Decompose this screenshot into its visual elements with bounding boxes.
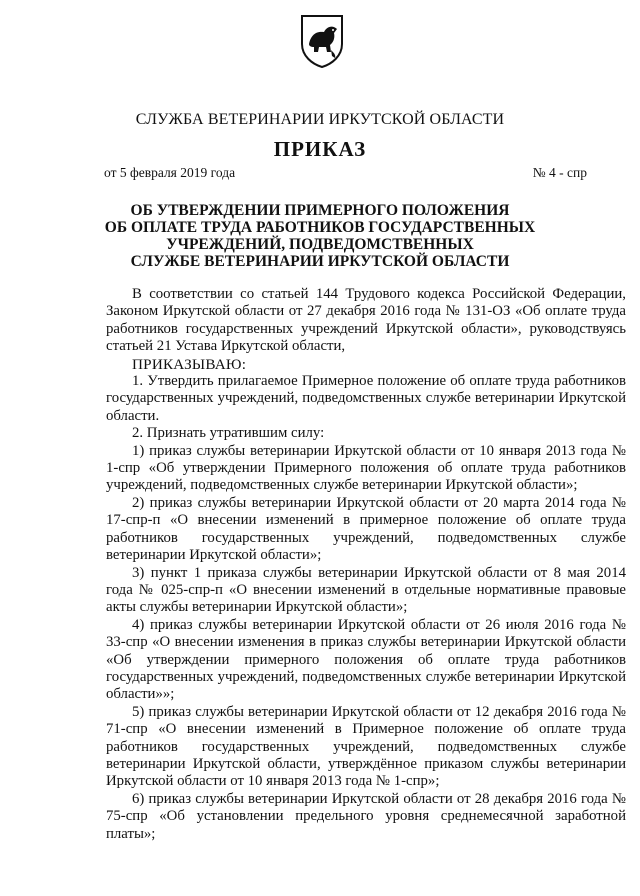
title-line: ОБ ОПЛАТЕ ТРУДА РАБОТНИКОВ ГОСУДАРСТВЕННЫХ <box>104 219 536 236</box>
document-type: ПРИКАЗ <box>273 137 367 161</box>
item-paragraph: 1. Утвердить прилагаемое Примерное положение об оплате труда работников государственных учреждений, подведомственных службе ветеринарии Иркутской области. <box>106 373 626 424</box>
order-title <box>60 202 580 270</box>
order-number: № 4 - спр <box>532 165 587 180</box>
title-line: УЧРЕЖДЕНИЙ, ПОДВЕДОМСТВЕННЫХ <box>166 236 474 253</box>
agency-name: СЛУЖБА ВЕТЕРИНАРИИ ИРКУТСКОЙ ОБЛАСТИ <box>135 111 505 128</box>
irkutsk-coat-of-arms-icon <box>300 14 344 68</box>
title-line: СЛУЖБЕ ВЕТЕРИНАРИИ ИРКУТСКОЙ ОБЛАСТИ <box>130 253 510 270</box>
subitem-paragraph: 6) приказ службы ветеринарии Иркутской области от 28 декабря 2016 года № 75-спр «Об установлении предельного уровня среднемесячной заработной платы»; <box>106 790 626 842</box>
order-keyword: ПРИКАЗЫВАЮ: <box>132 355 247 373</box>
subitem-paragraph: 1) приказ службы ветеринарии Иркутской области от 10 января 2013 года № 1-спр «Об утверждении Примерного положения об оплате труда работников учреждений, подведомственных службе ветеринарии Иркутской области»; <box>106 442 626 494</box>
subitem-paragraph: 3) пункт 1 приказа службы ветеринарии Иркутской области от 8 мая 2014 года № 025-спр-п «О внесении изменений в отдельные нормативные правовые акты службы ветеринарии Иркутской области»; <box>106 564 626 616</box>
subitem-paragraph: 4) приказ службы ветеринарии Иркутской области от 26 июля 2016 года № 33-спр «О внесении изменения в приказ службы ветеринарии Иркутской области «Об утверждении примерного положения об оплате труда работников государственных учреждений, подведомственных службе ветеринарии Иркутской области»»; <box>106 616 626 703</box>
subitem-paragraph: 5) приказ службы ветеринарии Иркутской области от 12 декабря 2016 года № 71-спр «О внесении изменений в Примерное положение об оплате труда работников государственных учреждений, подведомственных службе ветеринарии Иркутской области, утверждённое приказом службы ветеринарии Иркутской области от 10 января 2013 года № 1-спр»; <box>106 703 626 790</box>
item-paragraph: 2. Признать утратившим силу: <box>132 425 325 442</box>
order-date: от 5 февраля 2019 года <box>104 165 236 180</box>
subitem-paragraph: 2) приказ службы ветеринарии Иркутской области от 20 марта 2014 года № 17-спр-п «О внесении изменений в примерное положение об оплате труда работников государственных учреждений, подведомственных службе ветеринарии Иркутской области»; <box>106 494 626 564</box>
title-line: ОБ УТВЕРЖДЕНИИ ПРИМЕРНОГО ПОЛОЖЕНИЯ <box>130 202 510 219</box>
order-body <box>106 286 626 843</box>
preamble-paragraph: В соответствии со статьей 144 Трудового кодекса Российской Федерации, Законом Иркутской области от 27 декабря 2016 года № 131-ОЗ «Об оплате труда работников государственных учреждений Иркутской области», руководствуясь статьей 21 Устава Иркутской области, <box>106 286 626 355</box>
